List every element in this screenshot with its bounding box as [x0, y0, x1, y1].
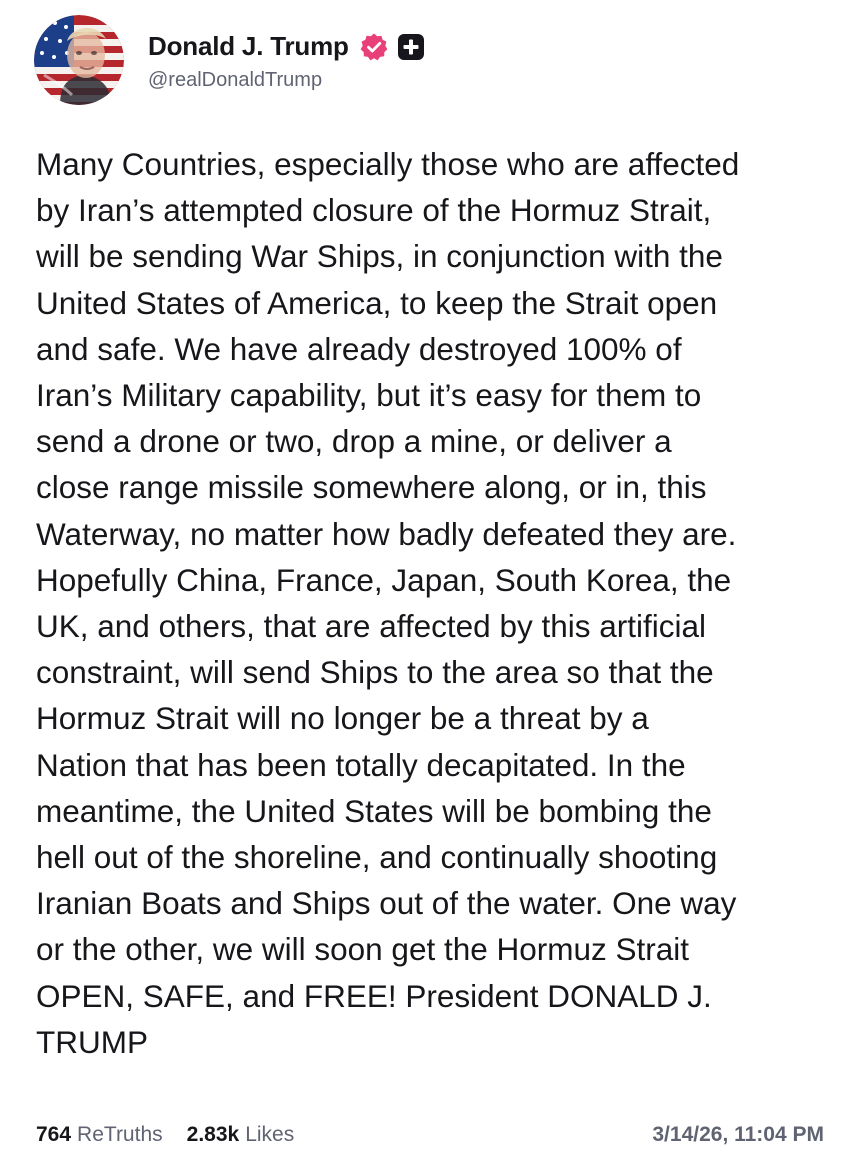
retruths-count: 764	[36, 1123, 72, 1146]
post-text: Many Countries, especially those who are affected by Iran’s attempted closure of the Hormuz Strait, will be sending War Ships, in conjunction with the United States of America, to keep the Strait open and safe. We have already destroyed 100% of Iran’s Military capability, but it’s easy for them to send a drone or two, drop a mine, or deliver a close range missile somewhere along, or in, this Waterway, no matter how badly defeated they are. Hopefully China, France, Japan, South Korea, the UK, and others, that are affected by this artificial constraint, will send Ships to the area so that the Hormuz Strait will no longer be a threat by a Nation that has been totally decapitated. In the meantime, the United States will be bombing the hell out of the shoreline, and continually shooting Iranian Boats and Ships out of the water. One way or the other, we will soon get the Hormuz Strait OPEN, SAFE, and FREE! President DONALD J. TRUMP	[36, 146, 740, 1060]
likes-stat[interactable]	[187, 1123, 295, 1147]
retruths-label: ReTruths	[77, 1123, 163, 1146]
avatar[interactable]	[34, 15, 124, 105]
likes-count: 2.83k	[186, 1123, 240, 1146]
plus-badge-icon	[397, 33, 425, 61]
retruths-stat[interactable]	[36, 1123, 163, 1147]
display-name[interactable]: Donald J. Trump	[148, 31, 349, 61]
likes-label: Likes	[245, 1123, 295, 1146]
name-row	[148, 29, 425, 65]
post-timestamp[interactable]: 3/14/26, 11:04 PM	[652, 1123, 824, 1146]
verified-badge-icon	[359, 32, 389, 62]
post-header	[34, 14, 425, 106]
post-footer	[36, 1118, 824, 1152]
author-handle[interactable]: @realDonaldTrump	[148, 68, 323, 91]
flag-portrait-avatar-icon	[34, 15, 124, 105]
author-identity	[148, 29, 425, 92]
